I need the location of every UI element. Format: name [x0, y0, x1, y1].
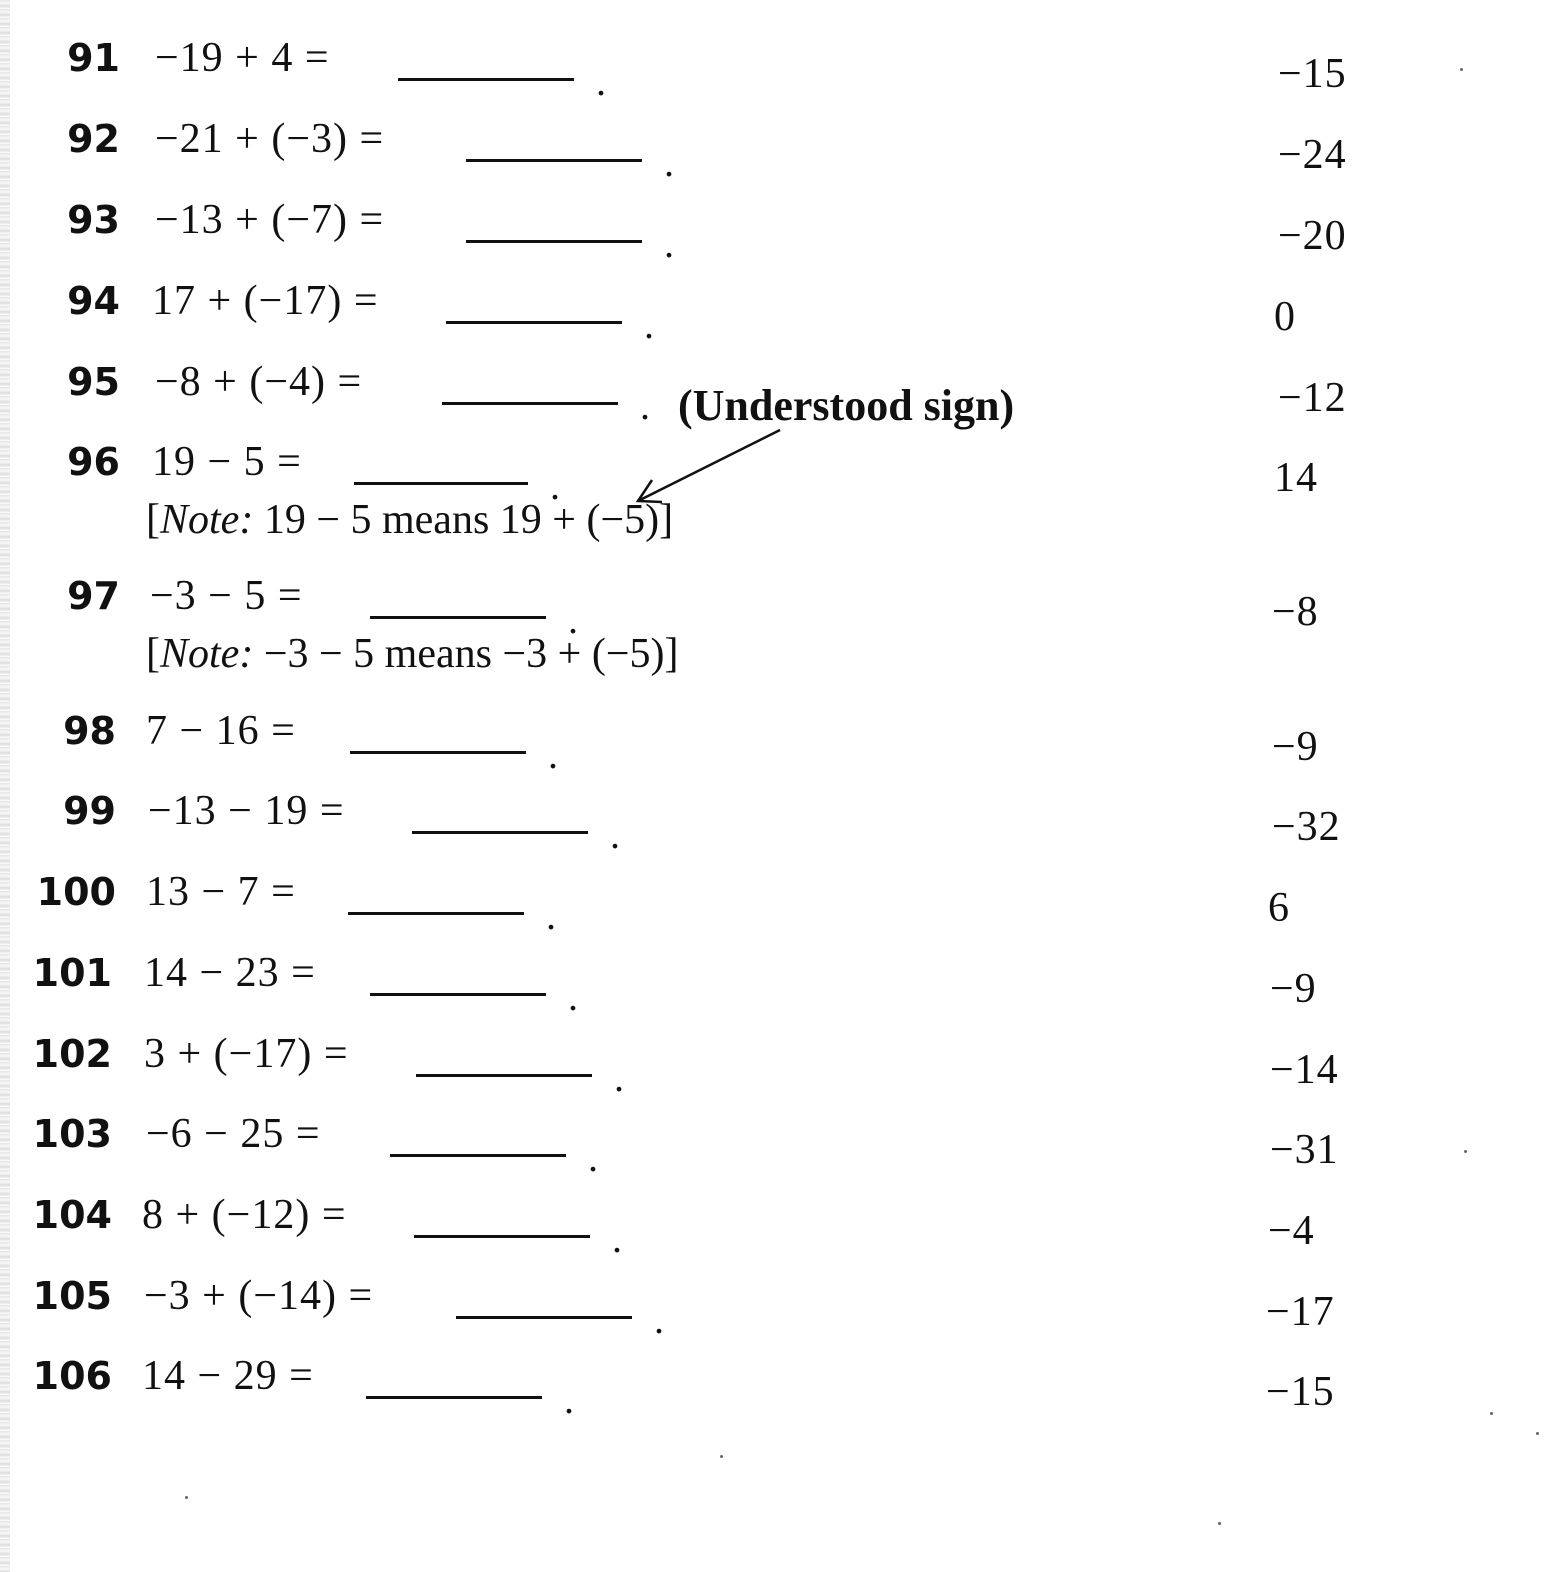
problem-expression: 7 − 16 =	[146, 708, 296, 754]
problem-number: 105	[32, 1274, 112, 1318]
problem-expression: 19 − 5 =	[152, 439, 302, 485]
period: .	[564, 1377, 574, 1422]
scan-speck	[185, 1496, 188, 1499]
problem-expression: 13 − 7 =	[146, 869, 296, 915]
problem-number: 100	[36, 870, 116, 914]
answer-value: −4	[1268, 1208, 1315, 1254]
answer-value: −9	[1272, 724, 1319, 770]
note-label: Note:	[160, 631, 254, 677]
note-bracket: [	[146, 631, 160, 677]
problem-number: 101	[32, 951, 112, 995]
problem-number: 103	[32, 1112, 112, 1156]
period: .	[568, 974, 578, 1019]
period: .	[546, 893, 556, 938]
problem-number: 94	[67, 279, 120, 323]
answer-value: −32	[1272, 804, 1341, 850]
problem-expression: −13 + (−7) =	[155, 197, 385, 243]
answer-value: −17	[1266, 1289, 1335, 1335]
problem-number: 106	[32, 1354, 112, 1398]
answer-value: 14	[1274, 455, 1318, 501]
problem-expression: 8 + (−12) =	[142, 1192, 347, 1238]
problem-expression: −13 − 19 =	[148, 788, 345, 834]
answer-value: −9	[1270, 966, 1317, 1012]
problem-expression: −21 + (−3) =	[155, 116, 385, 162]
scan-speck	[720, 1455, 723, 1458]
answer-value: −15	[1266, 1369, 1335, 1415]
period: .	[644, 302, 654, 347]
problem-number: 98	[63, 709, 116, 753]
period: .	[596, 59, 606, 104]
problem-expression: 14 − 23 =	[144, 950, 316, 996]
answer-value: −31	[1270, 1127, 1339, 1173]
problem-number: 91	[67, 36, 120, 80]
answer-value: −12	[1278, 375, 1347, 421]
period: .	[640, 383, 650, 428]
period: .	[664, 140, 674, 185]
period: .	[588, 1135, 598, 1180]
problem-number: 95	[67, 360, 120, 404]
period: .	[614, 1055, 624, 1100]
problem-expression: −8 + (−4) =	[155, 359, 363, 405]
scan-speck	[1464, 1150, 1467, 1153]
answer-value: −14	[1270, 1047, 1339, 1093]
period: .	[550, 463, 560, 508]
period: .	[548, 732, 558, 777]
problem-number: 92	[67, 117, 120, 161]
note-text: −3 − 5 means −3 + (−5)]	[253, 631, 679, 677]
answer-value: −24	[1278, 132, 1347, 178]
period: .	[568, 597, 578, 642]
answer-value: 6	[1268, 885, 1290, 931]
problem-expression: −19 + 4 =	[155, 35, 330, 81]
problem-number: 102	[32, 1032, 112, 1076]
period: .	[612, 1216, 622, 1261]
problem-number: 99	[63, 789, 116, 833]
problem-expression: 14 − 29 =	[142, 1353, 314, 1399]
note-bracket: [	[146, 497, 160, 543]
answer-value: −8	[1272, 589, 1319, 635]
problem-number: 104	[32, 1193, 112, 1237]
problem-expression: −3 − 5 =	[150, 573, 303, 619]
problem-expression: 3 + (−17) =	[144, 1031, 349, 1077]
problem-expression: −3 + (−14) =	[144, 1273, 374, 1319]
period: .	[664, 221, 674, 266]
problem-expression: 17 + (−17) =	[152, 278, 379, 324]
problem-number: 97	[67, 574, 120, 618]
period: .	[654, 1297, 664, 1342]
problem-number: 93	[67, 198, 120, 242]
answer-value: 0	[1274, 294, 1296, 340]
answer-value: −20	[1278, 213, 1347, 259]
note-label: Note:	[160, 497, 254, 543]
note-text: 19 − 5 means 19 + (−5)]	[253, 497, 674, 543]
answer-value: −15	[1278, 51, 1347, 97]
period: .	[610, 812, 620, 857]
scan-speck	[1218, 1522, 1221, 1525]
problem-expression: −6 − 25 =	[146, 1111, 321, 1157]
scan-speck	[1490, 1412, 1493, 1415]
understood-sign-callout: (Understood sign)	[678, 381, 1015, 430]
problem-number: 96	[67, 440, 120, 484]
scan-speck	[1536, 1432, 1539, 1435]
scan-speck	[1460, 68, 1463, 71]
